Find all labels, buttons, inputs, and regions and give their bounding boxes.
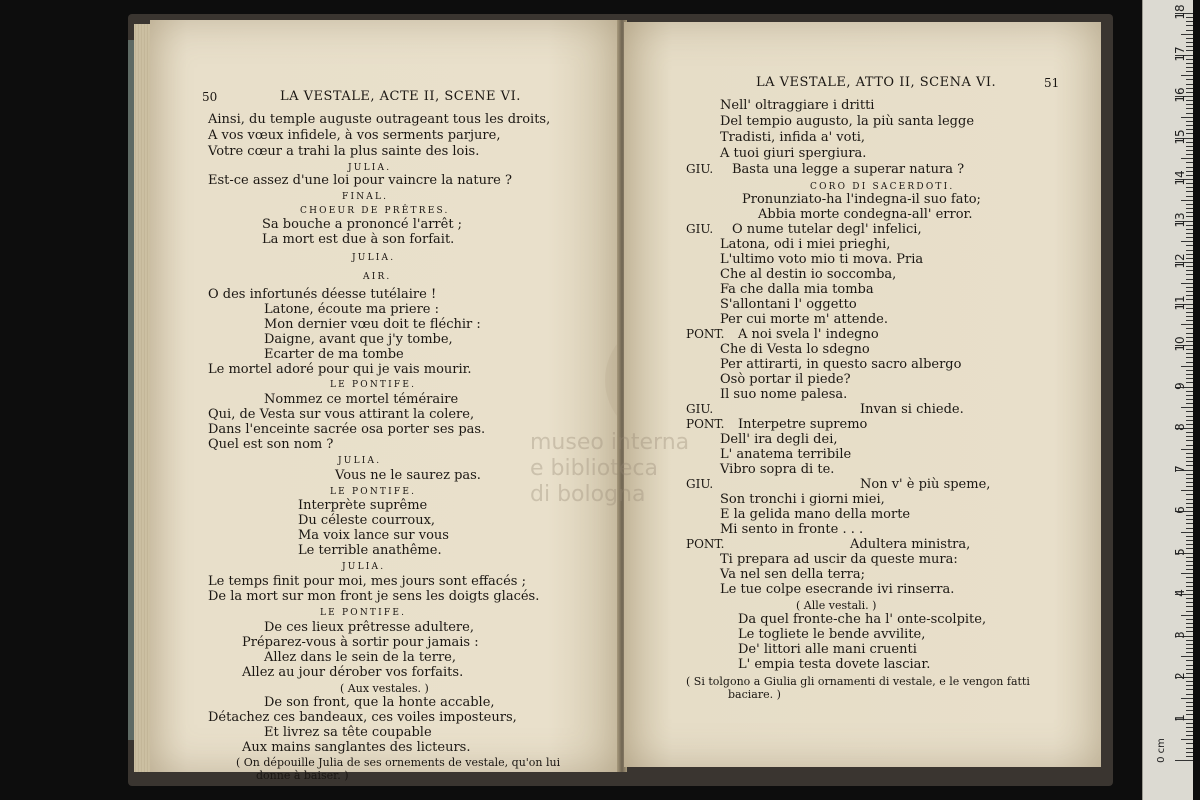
ruler-tick bbox=[1186, 337, 1193, 338]
ruler-tick bbox=[1186, 499, 1193, 500]
ruler-tick bbox=[1186, 640, 1193, 641]
measuring-ruler bbox=[1142, 0, 1193, 800]
ruler-tick bbox=[1186, 187, 1193, 188]
ruler-tick bbox=[1186, 474, 1193, 475]
ruler-tick bbox=[1186, 548, 1193, 549]
ruler-tick bbox=[1186, 21, 1193, 22]
ruler-tick bbox=[1181, 117, 1193, 118]
left-page bbox=[150, 20, 618, 782]
ruler-tick bbox=[1186, 673, 1193, 674]
ruler-tick bbox=[1186, 503, 1193, 504]
text-line: De la mort sur mon front je sens les doigts glacés. bbox=[208, 589, 540, 604]
ruler-tick bbox=[1186, 274, 1193, 275]
ruler-tick bbox=[1186, 411, 1193, 412]
ruler-tick bbox=[1186, 133, 1193, 134]
text-line: Osò portar il piede? bbox=[720, 372, 851, 387]
speaker-label: JULIA. bbox=[338, 456, 382, 466]
ruler-tick bbox=[1181, 573, 1193, 574]
ruler-tick bbox=[1186, 420, 1193, 421]
ruler-tick bbox=[1186, 540, 1193, 541]
ruler-tick bbox=[1186, 382, 1193, 383]
ruler-tick bbox=[1186, 648, 1193, 649]
text-line: L' anatema terribile bbox=[720, 447, 852, 462]
ruler-number: 18 bbox=[1173, 4, 1187, 20]
ruler-tick bbox=[1186, 374, 1193, 375]
text-line: Mi sento in fronte . . . bbox=[720, 522, 864, 537]
ruler-tick bbox=[1186, 92, 1193, 93]
speaker-label: PONT. bbox=[686, 327, 725, 341]
text-line: L'ultimo voto mio ti mova. Pria bbox=[720, 252, 924, 267]
text-line: Le temps finit pour moi, mes jours sont effacés ; bbox=[208, 574, 526, 589]
speaker-label: LE PONTIFE. bbox=[330, 487, 417, 497]
stage-direction: ( Si tolgono a Giulia gli ornamenti di vestale, e le vengon fatti bbox=[686, 675, 1030, 688]
ruler-tick bbox=[1186, 436, 1193, 437]
ruler-tick bbox=[1186, 528, 1193, 529]
ruler-tick bbox=[1186, 129, 1193, 130]
ruler-tick bbox=[1186, 395, 1193, 396]
stage-direction: baciare. ) bbox=[728, 688, 781, 701]
stage-direction: ( Alle vestali. ) bbox=[796, 599, 877, 612]
ruler-tick bbox=[1186, 100, 1193, 101]
ruler-tick bbox=[1186, 391, 1193, 392]
ruler-tick bbox=[1186, 445, 1193, 446]
ruler-tick bbox=[1186, 229, 1193, 230]
ruler-tick bbox=[1181, 739, 1193, 740]
ruler-tick bbox=[1186, 399, 1193, 400]
ruler-tick bbox=[1186, 312, 1193, 313]
ruler-number: 14 bbox=[1173, 170, 1187, 186]
text-line: A noi svela l' indegno bbox=[738, 327, 879, 342]
ruler-tick bbox=[1181, 200, 1193, 201]
ruler-tick bbox=[1186, 245, 1193, 246]
speaker-label: LE PONTIFE. bbox=[320, 608, 407, 618]
watermark-text-2: e biblioteca bbox=[530, 456, 658, 481]
text-line: Le tue colpe esecrande ivi rinserra. bbox=[720, 582, 955, 597]
ruler-tick bbox=[1186, 108, 1193, 109]
ruler-tick bbox=[1186, 208, 1193, 209]
ruler-tick bbox=[1181, 75, 1193, 76]
ruler-tick bbox=[1186, 291, 1193, 292]
ruler-tick bbox=[1186, 706, 1193, 707]
ruler-number: 6 bbox=[1173, 506, 1187, 514]
ruler-tick bbox=[1186, 167, 1193, 168]
ruler-tick bbox=[1186, 204, 1193, 205]
ruler-tick bbox=[1186, 644, 1193, 645]
ruler-tick bbox=[1186, 735, 1193, 736]
text-line: Latona, odi i miei prieghi, bbox=[720, 237, 891, 252]
right-page-header: LA VESTALE, ATTO II, SCENA VI. bbox=[756, 75, 997, 90]
speaker-label: GIU. bbox=[686, 477, 714, 491]
text-line: Allez au jour dérober vos forfaits. bbox=[242, 665, 464, 680]
text-line: O des infortunés déesse tutélaire ! bbox=[208, 287, 437, 302]
ruler-tick bbox=[1186, 743, 1193, 744]
speaker-label: CHOEUR DE PRÊTRES. bbox=[300, 206, 450, 216]
ruler-tick bbox=[1186, 362, 1193, 363]
text-line: Vibro sopra di te. bbox=[720, 462, 835, 477]
ruler-tick bbox=[1186, 142, 1193, 143]
ruler-tick bbox=[1186, 623, 1193, 624]
speaker-label: PONT. bbox=[686, 417, 725, 431]
text-line: Le terrible anathême. bbox=[298, 543, 442, 558]
ruler-tick bbox=[1181, 656, 1193, 657]
ruler-tick bbox=[1181, 449, 1193, 450]
ruler-tick bbox=[1186, 162, 1193, 163]
ruler-tick bbox=[1186, 685, 1193, 686]
ruler-tick bbox=[1186, 38, 1193, 39]
ruler-tick bbox=[1186, 84, 1193, 85]
speaker-label: JULIA. bbox=[348, 163, 392, 173]
ruler-tick bbox=[1186, 150, 1193, 151]
text-line: Tradisti, infida a' voti, bbox=[720, 130, 865, 145]
ruler-number: 2 bbox=[1173, 672, 1187, 680]
text-line: Allez dans le sein de la terre, bbox=[264, 650, 456, 665]
ruler-tick bbox=[1186, 702, 1193, 703]
text-line: A vos vœux infidele, à vos serments parjure, bbox=[208, 128, 501, 143]
ruler-tick bbox=[1186, 577, 1193, 578]
ruler-tick bbox=[1186, 104, 1193, 105]
ruler-number: 8 bbox=[1173, 423, 1187, 431]
ruler-tick bbox=[1186, 519, 1193, 520]
text-line: Latone, écoute ma priere : bbox=[264, 302, 440, 317]
text-line: Préparez-vous à sortir pour jamais : bbox=[242, 635, 479, 650]
ruler-tick bbox=[1186, 424, 1193, 425]
speaker-label: LE PONTIFE. bbox=[330, 380, 417, 390]
text-line: De ces lieux prêtresse adultere, bbox=[264, 620, 474, 635]
ruler-tick bbox=[1181, 407, 1193, 408]
left-page-header: LA VESTALE, ACTE II, SCENE VI. bbox=[280, 89, 521, 104]
text-line: Dans l'enceinte sacrée osa porter ses pas. bbox=[208, 422, 486, 437]
ruler-tick bbox=[1186, 63, 1193, 64]
ruler-number: 16 bbox=[1173, 87, 1187, 103]
speaker-label: PONT. bbox=[686, 537, 725, 551]
ruler-tick bbox=[1186, 42, 1193, 43]
ruler-tick bbox=[1186, 266, 1193, 267]
text-line: Nell' oltraggiare i dritti bbox=[720, 98, 875, 113]
text-line: Dell' ira degli dei, bbox=[720, 432, 838, 447]
ruler-tick bbox=[1186, 586, 1193, 587]
text-line: Et livrez sa tête coupable bbox=[264, 725, 432, 740]
text-line: Per attirarti, in questo sacro albergo bbox=[720, 357, 962, 372]
speaker-label: JULIA. bbox=[352, 253, 396, 263]
ruler-tick bbox=[1186, 619, 1193, 620]
stage-direction: donne à baiser. ) bbox=[256, 769, 349, 782]
ruler-tick bbox=[1186, 357, 1193, 358]
ruler-number: 5 bbox=[1173, 547, 1187, 556]
ruler-tick bbox=[1186, 50, 1193, 51]
ruler-tick bbox=[1186, 478, 1193, 479]
ruler-tick bbox=[1186, 515, 1193, 516]
ruler-tick bbox=[1181, 241, 1193, 242]
ruler-tick bbox=[1186, 270, 1193, 271]
ruler-tick bbox=[1186, 453, 1193, 454]
ruler-tick bbox=[1186, 565, 1193, 566]
speaker-label: GIU. bbox=[686, 402, 714, 416]
ruler-tick bbox=[1186, 113, 1193, 114]
text-line: Del tempio augusto, la più santa legge bbox=[720, 114, 975, 129]
ruler-tick bbox=[1186, 710, 1193, 711]
stage-direction: ( On dépouille Julia de ses ornements de vestale, qu'on lui bbox=[236, 756, 561, 769]
ruler-tick bbox=[1186, 461, 1193, 462]
ruler-tick bbox=[1186, 175, 1193, 176]
text-line: Quel est son nom ? bbox=[208, 437, 334, 452]
ruler-tick bbox=[1186, 370, 1193, 371]
text-line: De' littori alle mani cruenti bbox=[738, 642, 917, 657]
text-line: Interpetre supremo bbox=[738, 417, 868, 432]
text-line: Non v' è più speme, bbox=[860, 477, 991, 492]
text-line: Détachez ces bandeaux, ces voiles imposteurs, bbox=[208, 710, 517, 725]
ruler-tick bbox=[1186, 486, 1193, 487]
ruler-number: 17 bbox=[1173, 45, 1187, 62]
text-line: Le togliete le bende avvilite, bbox=[738, 627, 926, 642]
ruler-tick bbox=[1181, 532, 1193, 533]
ruler-tick bbox=[1186, 146, 1193, 147]
ruler-tick bbox=[1186, 482, 1193, 483]
ruler-tick bbox=[1181, 283, 1193, 284]
watermark-text-1: museo interna bbox=[530, 430, 690, 455]
ruler-tick bbox=[1186, 254, 1193, 255]
text-line: Che di Vesta lo sdegno bbox=[720, 342, 870, 357]
ruler-tick bbox=[1186, 250, 1193, 251]
ruler-tick bbox=[1186, 631, 1193, 632]
ruler-tick bbox=[1186, 557, 1193, 558]
ruler-tick bbox=[1186, 494, 1193, 495]
ruler-tick bbox=[1186, 457, 1193, 458]
ruler-tick bbox=[1186, 295, 1193, 296]
ruler-tick bbox=[1186, 279, 1193, 280]
text-line: E la gelida mano della morte bbox=[720, 507, 911, 522]
ruler-tick bbox=[1186, 320, 1193, 321]
ruler-number: 9 bbox=[1173, 381, 1187, 390]
ruler-tick bbox=[1186, 602, 1193, 603]
ruler-tick bbox=[1181, 34, 1193, 35]
ruler-number: 1 bbox=[1173, 713, 1187, 722]
ruler-tick bbox=[1181, 698, 1193, 699]
text-line: Mon dernier vœu doit te fléchir : bbox=[264, 317, 481, 332]
ruler-tick bbox=[1186, 378, 1193, 379]
ruler-tick bbox=[1186, 748, 1193, 749]
ruler-tick bbox=[1175, 760, 1193, 761]
ruler-tick bbox=[1186, 569, 1193, 570]
ruler-unit-label: 0 cm bbox=[1155, 738, 1167, 763]
ruler-tick bbox=[1186, 440, 1193, 441]
stage-direction: ( Aux vestales. ) bbox=[340, 682, 429, 695]
text-line: Ma voix lance sur vous bbox=[298, 528, 449, 543]
text-line: Fa che dalla mia tomba bbox=[720, 282, 874, 297]
ruler-tick bbox=[1186, 258, 1193, 259]
ruler-tick bbox=[1186, 694, 1193, 695]
text-line: Basta una legge a superar natura ? bbox=[732, 162, 965, 177]
text-line: Votre cœur a trahi la plus sainte des lois. bbox=[208, 144, 480, 159]
speaker-label: JULIA. bbox=[342, 562, 386, 572]
ruler-tick bbox=[1186, 233, 1193, 234]
ruler-tick bbox=[1186, 598, 1193, 599]
section-label: FINAL. bbox=[342, 192, 389, 202]
ruler-tick bbox=[1186, 627, 1193, 628]
text-line: Est-ce assez d'une loi pour vaincre la nature ? bbox=[208, 173, 512, 188]
section-label: AIR. bbox=[363, 272, 392, 282]
ruler-tick bbox=[1186, 689, 1193, 690]
ruler-number: 7 bbox=[1173, 464, 1187, 473]
ruler-tick bbox=[1186, 125, 1193, 126]
ruler-tick bbox=[1186, 665, 1193, 666]
ruler-tick bbox=[1186, 71, 1193, 72]
ruler-tick bbox=[1186, 25, 1193, 26]
ruler-tick bbox=[1186, 536, 1193, 537]
text-line: S'allontani l' oggetto bbox=[720, 297, 857, 312]
text-line: A tuoi giuri spergiura. bbox=[720, 146, 867, 161]
text-line: Ti prepara ad uscir da queste mura: bbox=[720, 552, 958, 567]
speaker-label: CORO DI SACERDOTI. bbox=[810, 182, 955, 192]
ruler-tick bbox=[1186, 590, 1193, 591]
ruler-tick bbox=[1186, 432, 1193, 433]
ruler-tick bbox=[1186, 79, 1193, 80]
ruler-tick bbox=[1186, 212, 1193, 213]
text-line: Vous ne le saurez pas. bbox=[335, 468, 481, 483]
ruler-number: 12 bbox=[1173, 253, 1187, 269]
ruler-tick bbox=[1186, 216, 1193, 217]
ruler-tick bbox=[1186, 561, 1193, 562]
text-line: Da quel fronte-che ha l' onte-scolpite, bbox=[738, 612, 987, 627]
ruler-number: 4 bbox=[1173, 589, 1187, 597]
ruler-tick bbox=[1186, 652, 1193, 653]
text-line: Va nel sen della terra; bbox=[720, 567, 865, 582]
ruler-tick bbox=[1186, 46, 1193, 47]
ruler-tick bbox=[1186, 183, 1193, 184]
right-page-number: 51 bbox=[1044, 76, 1060, 90]
ruler-tick bbox=[1186, 316, 1193, 317]
ruler-tick bbox=[1186, 328, 1193, 329]
ruler-tick bbox=[1186, 88, 1193, 89]
ruler-tick bbox=[1186, 606, 1193, 607]
ruler-tick bbox=[1186, 465, 1193, 466]
ruler-tick bbox=[1186, 17, 1193, 18]
ruler-tick bbox=[1186, 308, 1193, 309]
ruler-tick bbox=[1186, 196, 1193, 197]
ruler-tick bbox=[1186, 611, 1193, 612]
ruler-tick bbox=[1186, 723, 1193, 724]
ruler-tick bbox=[1186, 669, 1193, 670]
text-line: Il suo nome palesa. bbox=[720, 387, 848, 402]
text-line: Che al destin io soccomba, bbox=[720, 267, 897, 282]
text-line: Qui, de Vesta sur vous attirant la colere, bbox=[208, 407, 475, 422]
text-line: Invan si chiede. bbox=[860, 402, 964, 417]
ruler-tick bbox=[1181, 366, 1193, 367]
text-line: Ainsi, du temple auguste outrageant tous les droits, bbox=[208, 112, 551, 127]
ruler-tick bbox=[1186, 333, 1193, 334]
ruler-tick bbox=[1186, 660, 1193, 661]
ruler-number: 11 bbox=[1173, 294, 1187, 311]
text-line: Pronunziato-ha l'indegna-il suo fato; bbox=[742, 192, 981, 207]
ruler-number: 10 bbox=[1173, 336, 1187, 352]
ruler-number: 15 bbox=[1173, 128, 1187, 145]
text-line: Per cui morte m' attende. bbox=[720, 312, 889, 327]
ruler-tick bbox=[1186, 171, 1193, 172]
ruler-tick bbox=[1186, 237, 1193, 238]
text-line: Son tronchi i giorni miei, bbox=[720, 492, 885, 507]
ruler-tick bbox=[1186, 67, 1193, 68]
ruler-tick bbox=[1186, 225, 1193, 226]
ruler-number: 13 bbox=[1173, 211, 1187, 228]
ruler-tick bbox=[1186, 349, 1193, 350]
text-line: Daigne, avant que j'y tombe, bbox=[264, 332, 453, 347]
text-line: De son front, que la honte accable, bbox=[264, 695, 495, 710]
ruler-tick bbox=[1186, 287, 1193, 288]
ruler-tick bbox=[1186, 403, 1193, 404]
watermark-text-3: di bologna bbox=[530, 482, 646, 507]
text-line: Interprète suprême bbox=[298, 498, 428, 513]
text-line: Adultera ministra, bbox=[850, 537, 971, 552]
ruler-tick bbox=[1186, 191, 1193, 192]
ruler-tick bbox=[1186, 681, 1193, 682]
ruler-tick bbox=[1186, 523, 1193, 524]
ruler-number: 3 bbox=[1173, 630, 1187, 639]
text-line: La mort est due à son forfait. bbox=[262, 232, 455, 247]
ruler-tick bbox=[1186, 731, 1193, 732]
ruler-tick bbox=[1186, 756, 1193, 757]
text-line: L' empia testa dovete lasciar. bbox=[738, 657, 931, 672]
ruler-tick bbox=[1186, 30, 1193, 31]
speaker-label: GIU. bbox=[686, 162, 714, 176]
text-line: Nommez ce mortel téméraire bbox=[264, 392, 459, 407]
text-line: Ecarter de ma tombe bbox=[264, 347, 404, 362]
left-page-number: 50 bbox=[202, 90, 218, 104]
text-line: Abbia morte condegna-all' error. bbox=[758, 207, 973, 222]
text-line: O nume tutelar degl' infelici, bbox=[732, 222, 922, 237]
ruler-tick bbox=[1186, 299, 1193, 300]
text-line: Le mortel adoré pour qui je vais mourir. bbox=[208, 362, 472, 377]
ruler-tick bbox=[1186, 752, 1193, 753]
text-line: Sa bouche a prononcé l'arrêt ; bbox=[262, 217, 463, 232]
ruler-tick bbox=[1186, 582, 1193, 583]
text-line: Du céleste courroux, bbox=[298, 513, 436, 528]
text-line: Aux mains sanglantes des licteurs. bbox=[242, 740, 471, 755]
ruler-tick bbox=[1186, 121, 1193, 122]
ruler-tick bbox=[1181, 490, 1193, 491]
ruler-tick bbox=[1186, 507, 1193, 508]
ruler-tick bbox=[1186, 59, 1193, 60]
ruler-tick bbox=[1186, 714, 1193, 715]
ruler-tick bbox=[1186, 727, 1193, 728]
ruler-tick bbox=[1181, 615, 1193, 616]
ruler-tick bbox=[1186, 341, 1193, 342]
speaker-label: GIU. bbox=[686, 222, 714, 236]
ruler-tick bbox=[1186, 353, 1193, 354]
ruler-tick bbox=[1181, 158, 1193, 159]
right-page bbox=[530, 22, 1101, 767]
ruler-tick bbox=[1186, 416, 1193, 417]
ruler-tick bbox=[1181, 324, 1193, 325]
ruler-tick bbox=[1186, 544, 1193, 545]
ruler-tick bbox=[1186, 154, 1193, 155]
